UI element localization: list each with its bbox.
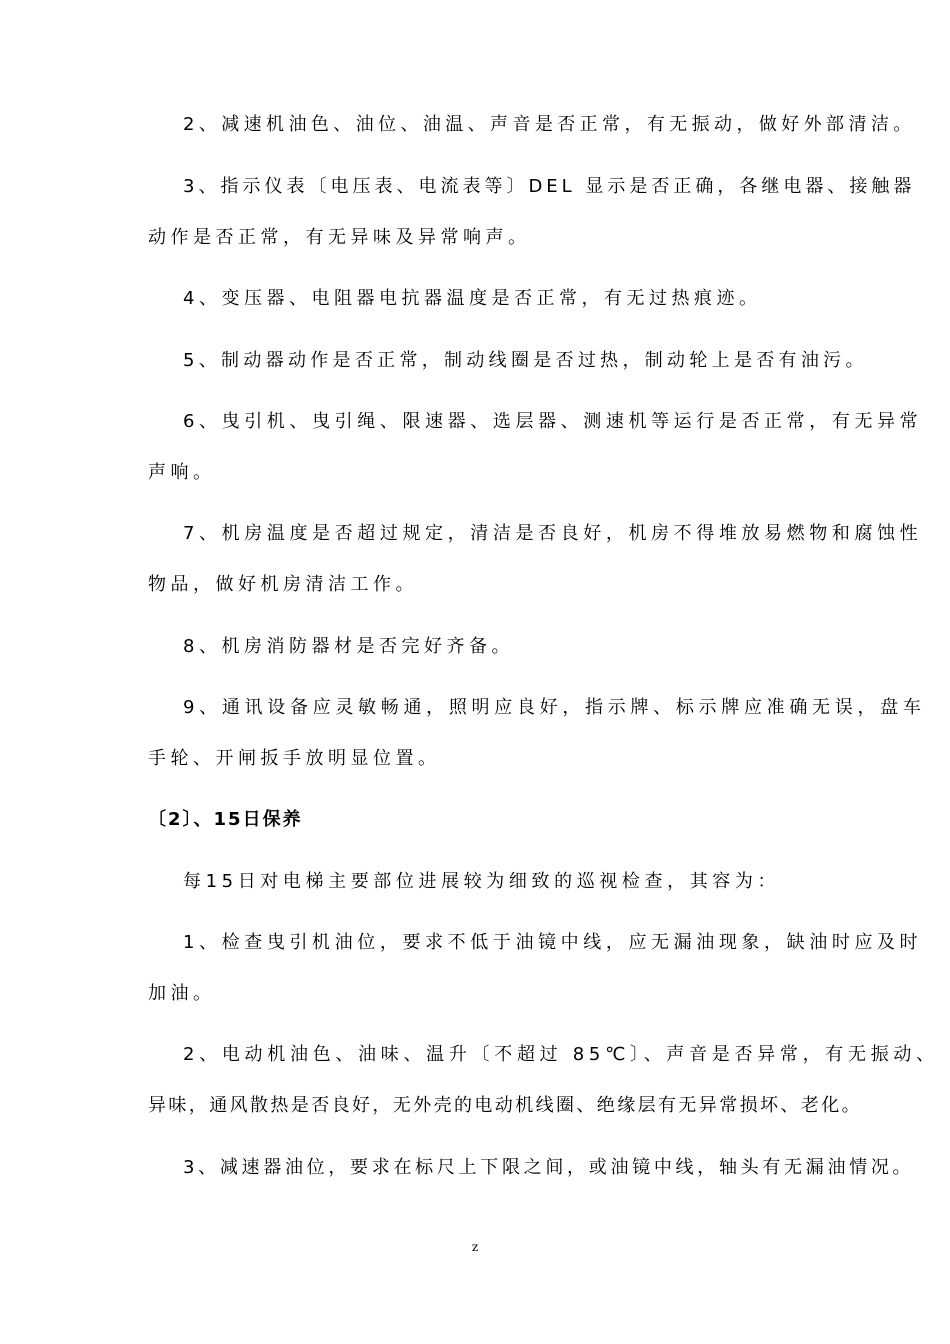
text-line-15-day-intro: 每15日对电梯主要部位进展较为细致的巡视检查，其容为：	[183, 871, 781, 892]
text-line-item7-daily: 7、机房温度是否超过规定，清洁是否良好，机房不得堆放易燃物和腐蚀性	[183, 523, 923, 544]
text-line-item9-cont: 手轮、开闸扳手放明显位置。	[148, 748, 441, 769]
text-line-item2-cont: 异味，通风散热是否良好，无外壳的电动机线圈、绝缘层有无异常损坏、老化。	[148, 1095, 862, 1116]
page-number: z	[471, 1240, 479, 1254]
section-heading-15-day: 〔2〕、15日保养	[148, 809, 303, 830]
text-line-item8-daily: 8、机房消防器材是否完好齐备。	[183, 636, 514, 657]
text-line-item7-cont: 物品，做好机房清洁工作。	[148, 574, 418, 595]
text-line-item2-daily: 2、减速机油色、油位、油温、声音是否正常，有无振动，做好外部清洁。	[183, 114, 916, 135]
text-line-item6-cont: 声响。	[148, 462, 216, 483]
text-line-item2-15day: 2、电动机油色、油味、温升〔不超过 85℃〕、声音是否异常，有无振动、	[183, 1044, 939, 1065]
text-line-item5-daily: 5、制动器动作是否正常，制动线圈是否过热，制动轮上是否有油污。	[183, 350, 868, 371]
text-line-item4-daily: 4、变压器、电阻器电抗器温度是否正常，有无过热痕迹。	[183, 288, 762, 309]
text-line-item3-daily: 3、指示仪表〔电压表、电流表等〕DEL 显示是否正确，各继电器、接触器	[183, 176, 916, 197]
text-line-item9-daily: 9、通讯设备应灵敏畅通，照明应良好，指示牌、标示牌应准确无误，盘车	[183, 697, 926, 718]
text-line-item3-15day: 3、减速器油位，要求在标尺上下限之间，或油镜中线，轴头有无漏油情况。	[183, 1157, 915, 1178]
text-line-item3-cont: 动作是否正常，有无异味及异常响声。	[148, 227, 531, 248]
text-line-item6-daily: 6、曳引机、曳引绳、限速器、选层器、测速机等运行是否正常，有无异常	[183, 411, 923, 432]
text-line-item1-cont: 加油。	[148, 983, 216, 1004]
text-line-item1-15day: 1、检查曳引机油位，要求不低于油镜中线，应无漏油现象，缺油时应及时	[183, 932, 923, 953]
